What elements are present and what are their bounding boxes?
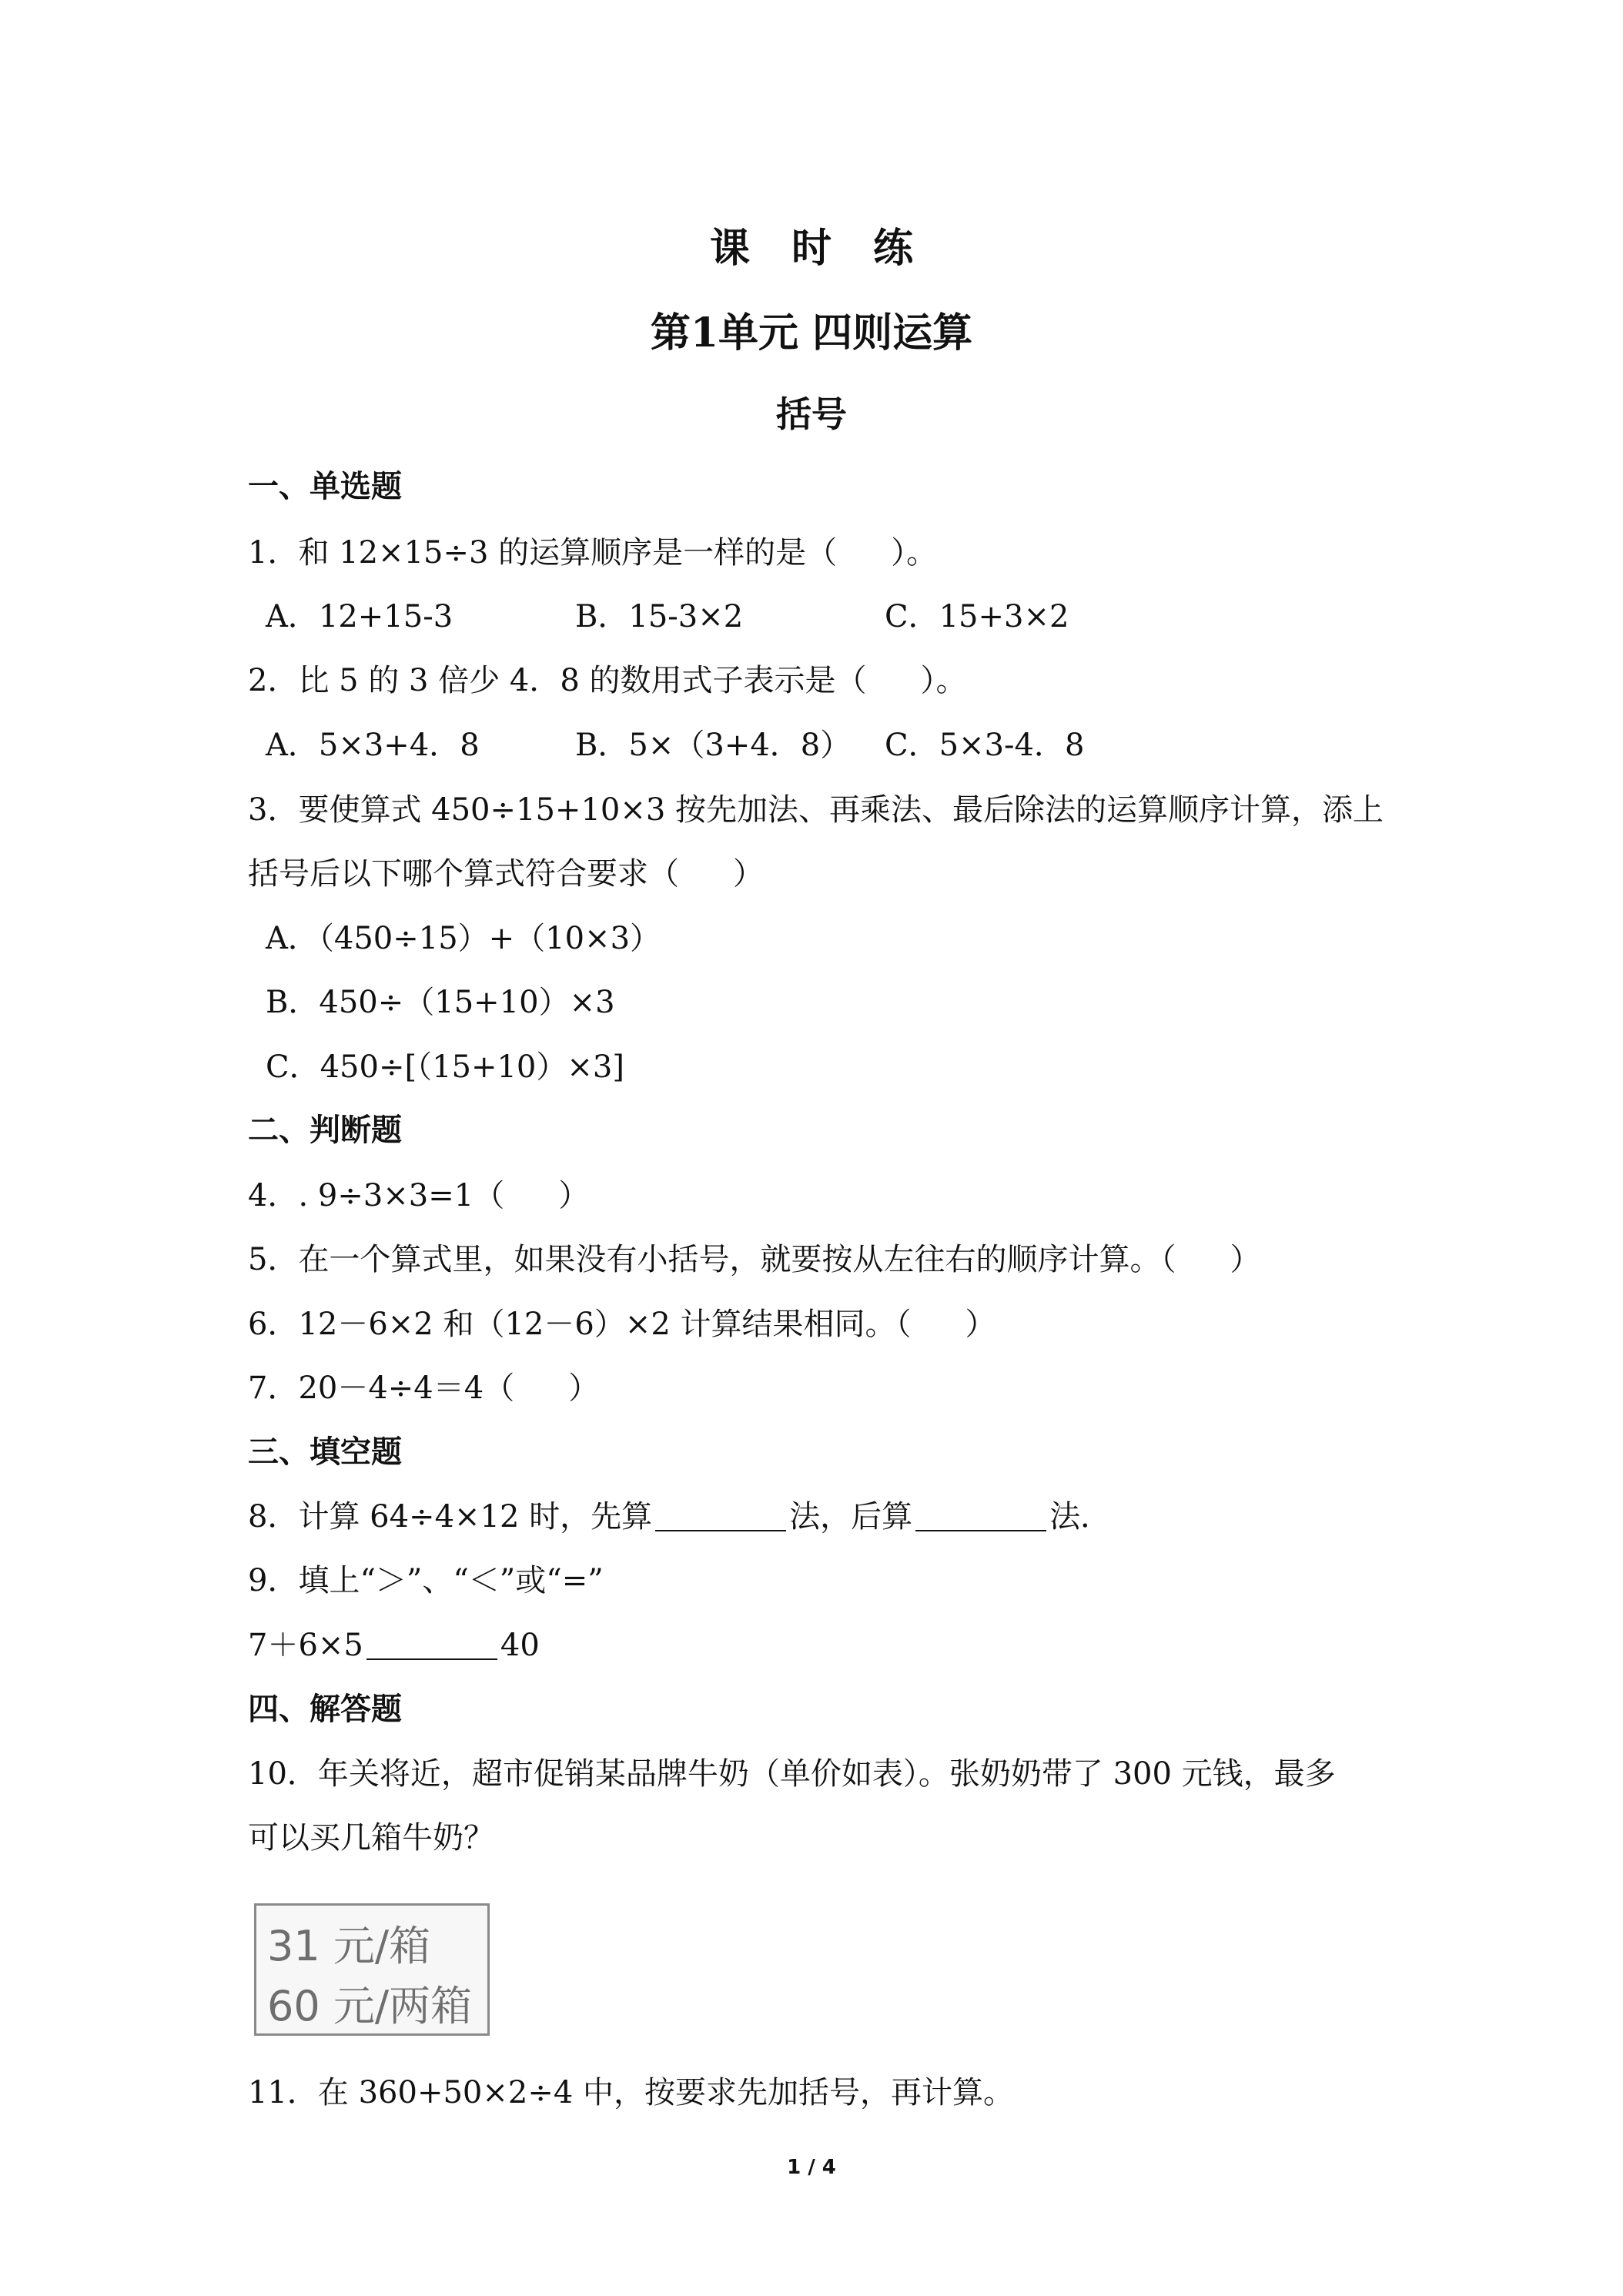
question-9-line-1: 9．填上“＞”、“＜”或“=” [248, 1563, 604, 1598]
price-single-box: 31 元/箱 [267, 1922, 431, 1970]
question-10-line-2: 可以买几箱牛奶？ [248, 1820, 494, 1856]
question-4: 4．. 9÷3×3=1（ ） [248, 1178, 590, 1213]
section-heading-word-problems: 四、解答题 [248, 1691, 402, 1727]
question-3-option-c: C．450÷[（15+10）×3] [266, 1049, 624, 1085]
worksheet-title: 课时练 [709, 225, 955, 272]
option-a: A．5×3+4．8 [266, 728, 480, 763]
question-1-options [266, 595, 1069, 638]
section-heading-true-false: 二、判断题 [248, 1112, 402, 1148]
question-3-option-b: B．450÷（15+10）×3 [266, 985, 615, 1020]
section-heading-single-choice: 一、单选题 [248, 468, 402, 504]
question-11-line-1: 11．在 360+50×2÷4 中，按要求先加括号，再计算。 [248, 2075, 1015, 2110]
question-1: 1．和 12×15÷3 的运算顺序是一样的是（ ）。 [248, 535, 938, 571]
question-5: 5．在一个算式里，如果没有小括号，就要按从左往右的顺序计算。（ ） [248, 1242, 1261, 1277]
question-3-line-2: 括号后以下哪个算式符合要求（ ） [248, 856, 764, 892]
question-9-expression: 7＋6×5 40 [248, 1628, 540, 1663]
question-6: 6．12－6×2 和（12－6）×2 计算结果相同。（ ） [248, 1307, 996, 1342]
price-two-boxes: 60 元/两箱 [267, 1982, 473, 2030]
milk-price-table [254, 1903, 490, 2036]
page-number: 1 / 4 [787, 2156, 836, 2179]
question-3-line-1: 3．要使算式 450÷15+10×3 按先加法、再乘法、最后除法的运算顺序计算，添上 [248, 792, 1384, 828]
option-b: B．15-3×2 [575, 599, 744, 634]
topic-title: 括号 [776, 393, 847, 435]
answer-blank[interactable] [915, 1499, 1046, 1531]
option-c: C．15+3×2 [885, 599, 1069, 634]
answer-blank[interactable] [655, 1499, 786, 1531]
option-c: C．5×3-4．8 [885, 728, 1085, 763]
question-2-options [266, 724, 1084, 767]
question-7: 7．20－4÷4＝4（ ） [248, 1371, 600, 1406]
question-8: 8．计算 64÷4×12 时，先算 法，后算 法． [248, 1499, 1112, 1535]
answer-blank[interactable] [366, 1628, 497, 1660]
question-3-option-a: A．（450÷15）+（10×3） [266, 921, 661, 956]
option-b: B．5×（3+4．8） [575, 728, 852, 763]
question-10-line-1: 10．年关将近，超市促销某品牌牛奶（单价如表）。张奶奶带了 300 元钱，最多 [248, 1756, 1336, 1792]
option-a: A．12+15-3 [266, 599, 453, 634]
unit-title: 第1单元 四则运算 [650, 310, 973, 356]
question-2: 2．比 5 的 3 倍少 4．8 的数用式子表示是（ ）。 [248, 663, 967, 698]
section-heading-fill-blank: 三、填空题 [248, 1434, 402, 1470]
question-1-stem: 1．和 12×15÷3 的运算顺序是一样的是（ [248, 535, 838, 571]
question-2-stem: 2．比 5 的 3 倍少 4．8 的数用式子表示是（ [248, 663, 867, 698]
